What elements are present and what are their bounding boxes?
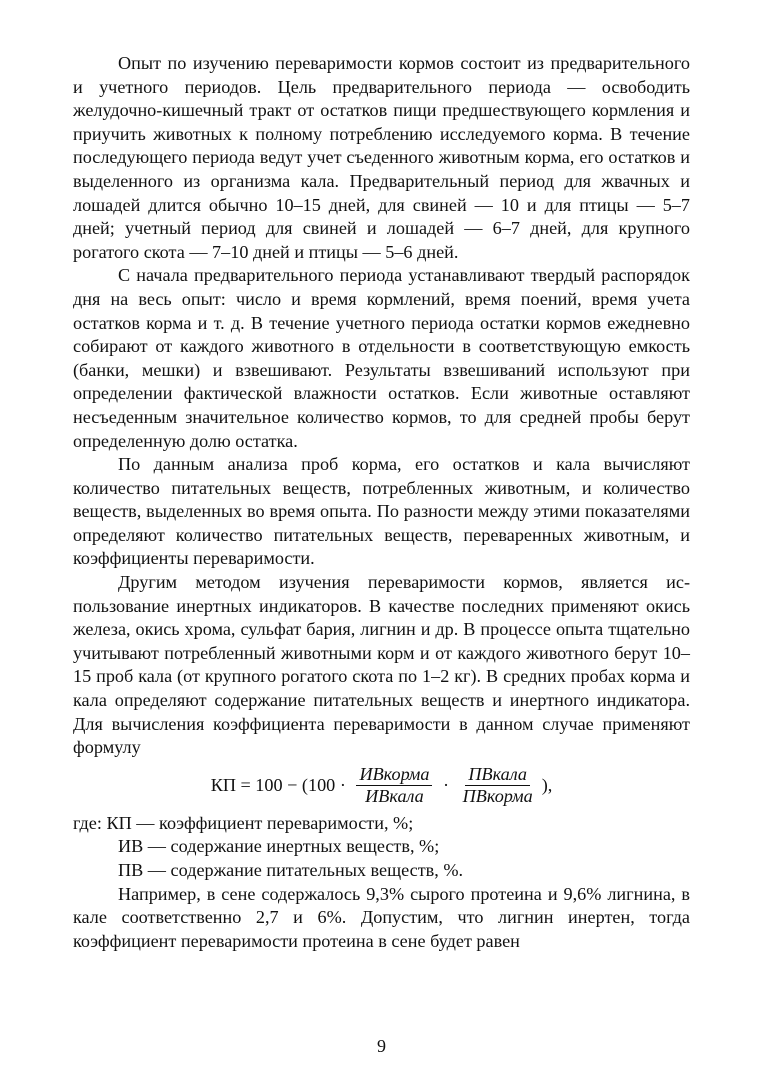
formula-multiply: · [438,775,454,796]
page-number: 9 [377,1036,386,1056]
fraction-nutrient [460,764,536,807]
definition-iv: ИВ — содержание инертных веществ, %; [118,836,440,857]
fraction-nutrient-numerator: ПВкала [465,764,530,786]
definition-pv: ПВ — содержание питательных веществ, %. [118,860,464,880]
paragraph-inert-indicators: Другим методом изучения переваримости кормов, является использование инертных индикаторов. В качестве последних применяют окись железа, окись хрома, сульфат бария, лигнин и др. В процессе опыта тщательно учитывают потребленный животными корм и от каждого животного берут 10–15 проб кала (от крупного рогатого скота по 1–2 кг). В средних пробах корма и кала определяют содержание питательных веществ и инертного индикатора. Для вычисления коэффициента переваримости в данном случае применяют формулу [73,572,690,758]
fraction-inert-numerator: ИВкорма [356,764,432,786]
paragraph-daily-routine: С начала предварительного периода устанавливают твердый распорядок дня на весь опыт: число и время кормлений, время поений, время учета остатков корма и т. д. В течение учетного периода остатки кормов ежедневно собирают от каждого животного в отдельности в соответствующую емкость (банки, мешки) и взвешивают. Результаты взвешиваний используют при определении фактической влажности остатков. Если животные оставляют несъеденным значительное количество кормов, то для средней пробы берут определенную долю остатка. [73,265,690,451]
digestibility-formula [73,764,690,808]
paragraph-example: Например, в сене содержалось 9,3% сырого протеина и 9,6% лигнина, в кале соответственно 2,7 и 6%. Допустим, что лигнин инертен, тогда коэффициент переваримости протеина в сене будет равен [73,883,690,951]
fraction-inert-denominator: ИВкала [365,786,424,807]
page-body [73,52,690,953]
paragraph-experiment-periods: Опыт по изучению переваримости кормов состоит из предварительного и учетного периодов. Цель предварительного периода — освободить желудочно-кишечный тракт от остатков пищи предшествующего кормления и приучить животных к полному потреблению исследуемого корма. В течение последующего периода ведут учет съеденного животным корма, его остатков и выделенного из организма кала. Предварительный период для жвачных и лошадей длится обычно 10–15 дней, для свиней — 10 и для птицы — 5–7 дней; учетный период для свиней и лошадей — 6–7 дней, для крупного рогатого скота — 7–10 дней и птицы — 5–6 дней. [73,53,690,262]
fraction-inert [356,764,432,807]
paragraph-analysis: По данным анализа проб корма, его остатков и кала вычисляют количество питательных веществ, потребленных животным, и количество веществ, выделенных во время опыта. По разности между этими показателями определяют количество питательных веществ, переваренных животным, и коэффициенты переваримости. [73,454,690,569]
fraction-nutrient-denominator: ПВкорма [462,786,533,807]
formula-prefix: КП = 100 − (100 · [210,775,351,796]
formula-suffix: ), [541,775,553,796]
definition-kp: где: КП — коэффициент переваримости, %; [73,812,414,833]
